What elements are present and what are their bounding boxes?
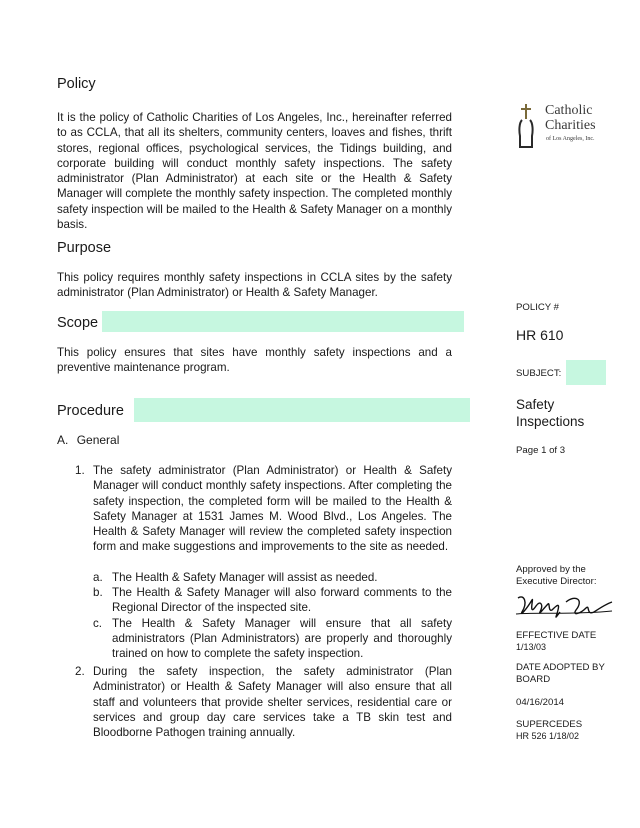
list-item [93, 585, 452, 616]
cross-candle-icon [514, 103, 538, 149]
logo-line-2: Charities [545, 118, 596, 133]
scope-heading: Scope [57, 315, 99, 331]
item-1-sublist [93, 570, 452, 662]
policy-number: HR 610 [516, 327, 564, 343]
approved-line-1: Approved by the [516, 564, 586, 575]
logo-line-3: of Los Angeles, Inc. [546, 136, 595, 142]
subject-label: SUBJECT: [516, 368, 562, 379]
subject-line-2: Inspections [516, 414, 585, 429]
item-1 [93, 463, 452, 662]
section-a-title: General [76, 433, 120, 447]
section-a-marker: A. [57, 433, 69, 447]
sub-a-text: The Health & Safety Manager will assist as needed. [112, 570, 378, 584]
date-adopted-label-2: BOARD [516, 674, 551, 685]
list-item [93, 570, 452, 585]
policy-heading: Policy [57, 76, 96, 92]
item-1-marker: 1. [75, 464, 85, 477]
policy-paragraph: It is the policy of Catholic Charities of Los Angeles, Inc., hereinafter referred to as CCLA, that all its shelters, community centers, loaves and fishes, thrift stores, regional offices, psychological services, the Tidings building, and corporate building will conduct monthly safety inspections. The safety administrator (Plan Administrator) at each site or the Health & Safety Manager will complete the monthly safety inspection. The completed monthly safety inspection will be mailed to the Health & Safety Manager on a monthly basis. [57, 111, 452, 232]
scope-highlight [102, 311, 464, 332]
date-adopted-label-1: DATE ADOPTED BY [516, 662, 605, 673]
effective-date-label: EFFECTIVE DATE [516, 630, 597, 641]
item-2-marker: 2. [75, 665, 85, 678]
page-indicator: Page 1 of 3 [516, 445, 566, 456]
policy-number-label: POLICY # [516, 302, 560, 313]
subject-highlight [566, 360, 606, 385]
item-2-text: During the safety inspection, the safety administrator (Plan Administrator) or Health & Safety Manager will also ensure that all staff and volunteers that provide shelter services, residential care or services and group day care services take a TB skin test and Bloodborne Pathogen training annually. [93, 665, 452, 740]
sub-c-marker: c. [93, 616, 103, 630]
effective-date: 1/13/03 [516, 642, 547, 652]
sub-c-text: The Health & Safety Manager will ensure that all safety administrators (Plan Administrators) are properly and thoroughly trained on how to complete the safety inspection. [112, 616, 452, 661]
supercedes-label: SUPERCEDES [516, 719, 583, 730]
procedure-highlight [134, 398, 470, 422]
sub-b-marker: b. [93, 586, 103, 600]
section-a-heading [57, 433, 119, 447]
executive-signature [514, 590, 614, 622]
date-adopted: 04/16/2014 [516, 697, 565, 708]
sub-a-marker: a. [93, 570, 103, 584]
sub-b-text: The Health & Safety Manager will also forward comments to the Regional Director of the inspected site. [112, 586, 452, 615]
procedure-heading: Procedure [57, 403, 124, 419]
approved-line-2: Executive Director: [516, 576, 597, 587]
item-1-text: The safety administrator (Plan Administrator) or Health & Safety Manager will conduct monthly safety inspections. After completing the safety inspection, the completed form will be mailed to the Health & Safety Manager at 1531 James M. Wood Blvd., Los Angeles. The Health & Safety Manager will review the completed safety inspection form and make suggestions and improvements to the site as needed. [93, 464, 452, 554]
list-item [93, 616, 452, 662]
purpose-paragraph: This policy requires monthly safety inspections in CCLA sites by the safety administrator (Plan Administrator) or Health & Safety Manager. [57, 271, 452, 300]
purpose-heading: Purpose [57, 240, 112, 256]
logo [514, 103, 614, 153]
logo-line-1: Catholic [545, 103, 593, 118]
scope-paragraph: This policy ensures that sites have monthly safety inspections and a preventive maintenance program. [57, 346, 452, 375]
supercedes-value: HR 526 1/18/02 [516, 731, 580, 741]
subject-line-1: Safety [516, 397, 555, 412]
